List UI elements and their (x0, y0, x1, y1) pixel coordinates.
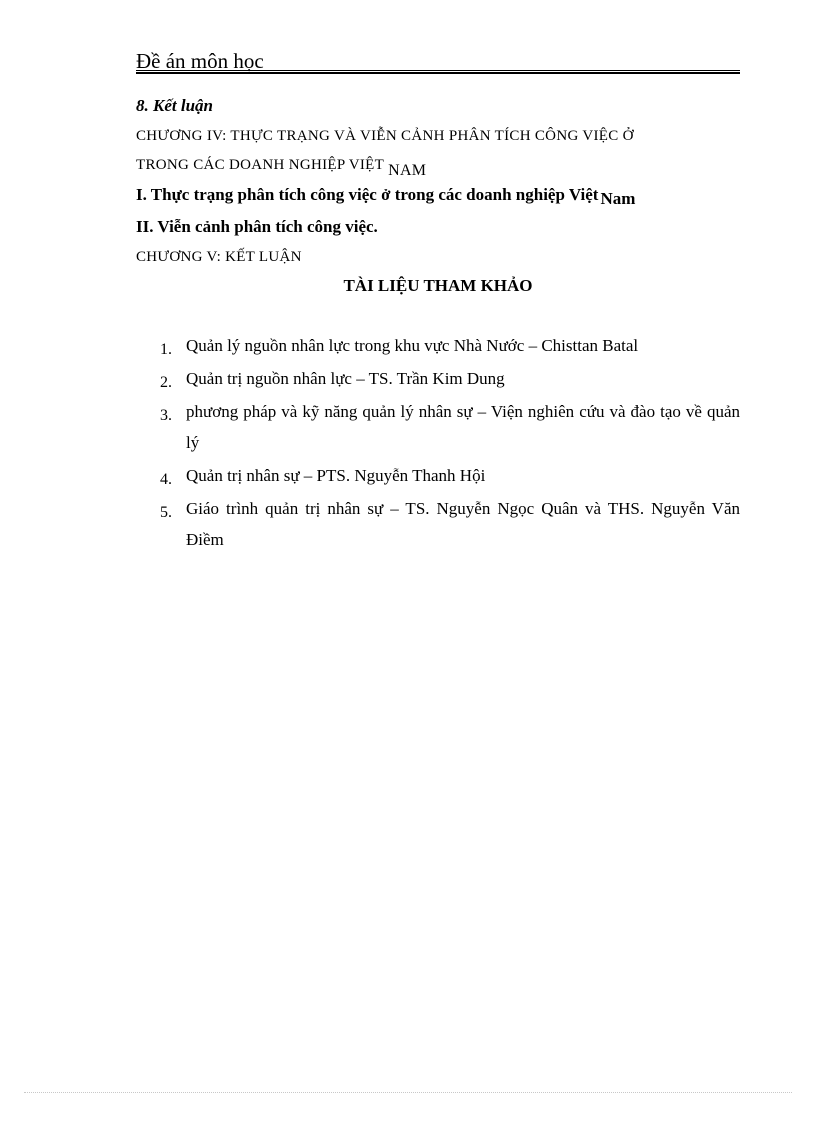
header-title: Đề án môn học (136, 49, 264, 73)
chapter-4-line-1: CHƯƠNG IV: THỰC TRẠNG VÀ VIỄN CẢNH PHÂN TÍCH CÔNG VIỆC Ở (136, 128, 634, 144)
section-1-main: I. Thực trạng phân tích công việc ở trong các doanh nghiệp Việt (136, 185, 599, 204)
chapter-5-heading: CHƯƠNG V: KẾT LUẬN (136, 249, 302, 265)
header-rule-thick (136, 72, 740, 74)
references-list (136, 330, 740, 557)
reference-item (136, 493, 740, 555)
reference-number: 3. (160, 407, 172, 424)
references-heading: TÀI LIỆU THAM KHẢO (343, 276, 533, 295)
reference-number: 2. (160, 374, 172, 391)
section-2-heading: II. Viễn cảnh phân tích công việc. (136, 217, 378, 236)
reference-item (136, 330, 740, 361)
reference-item (136, 460, 740, 491)
reference-item (136, 396, 740, 458)
reference-text: Giáo trình quản trị nhân sự – TS. Nguyễn Ngọc Quân và THS. Nguyễn Văn Điềm (186, 499, 740, 549)
reference-number: 1. (160, 341, 172, 358)
footer-dotted-rule (24, 1092, 792, 1093)
chapter-4-line-2-main: TRONG CÁC DOANH NGHIỆP VIỆT (136, 157, 385, 173)
reference-text: Quản lý nguồn nhân lực trong khu vực Nhà Nước – Chisttan Batal (186, 336, 639, 355)
reference-text: Quản trị nhân sự – PTS. Nguyễn Thanh Hội (186, 466, 486, 485)
chapter-4-line-2 (136, 156, 427, 179)
header-rule (136, 70, 740, 71)
section-8-heading: 8. Kết luận (136, 96, 213, 115)
section-1-tail: Nam (600, 189, 636, 208)
reference-text: phương pháp và kỹ năng quản lý nhân sự – Viện nghiên cứu và đào tạo về quản lý (186, 402, 740, 452)
reference-item (136, 363, 740, 394)
reference-number: 4. (160, 471, 172, 488)
reference-number: 5. (160, 504, 172, 521)
chapter-4-line-2-tail: NAM (388, 162, 427, 179)
reference-text: Quản trị nguồn nhân lực – TS. Trần Kim Dung (186, 369, 505, 388)
section-1-heading (136, 185, 636, 208)
